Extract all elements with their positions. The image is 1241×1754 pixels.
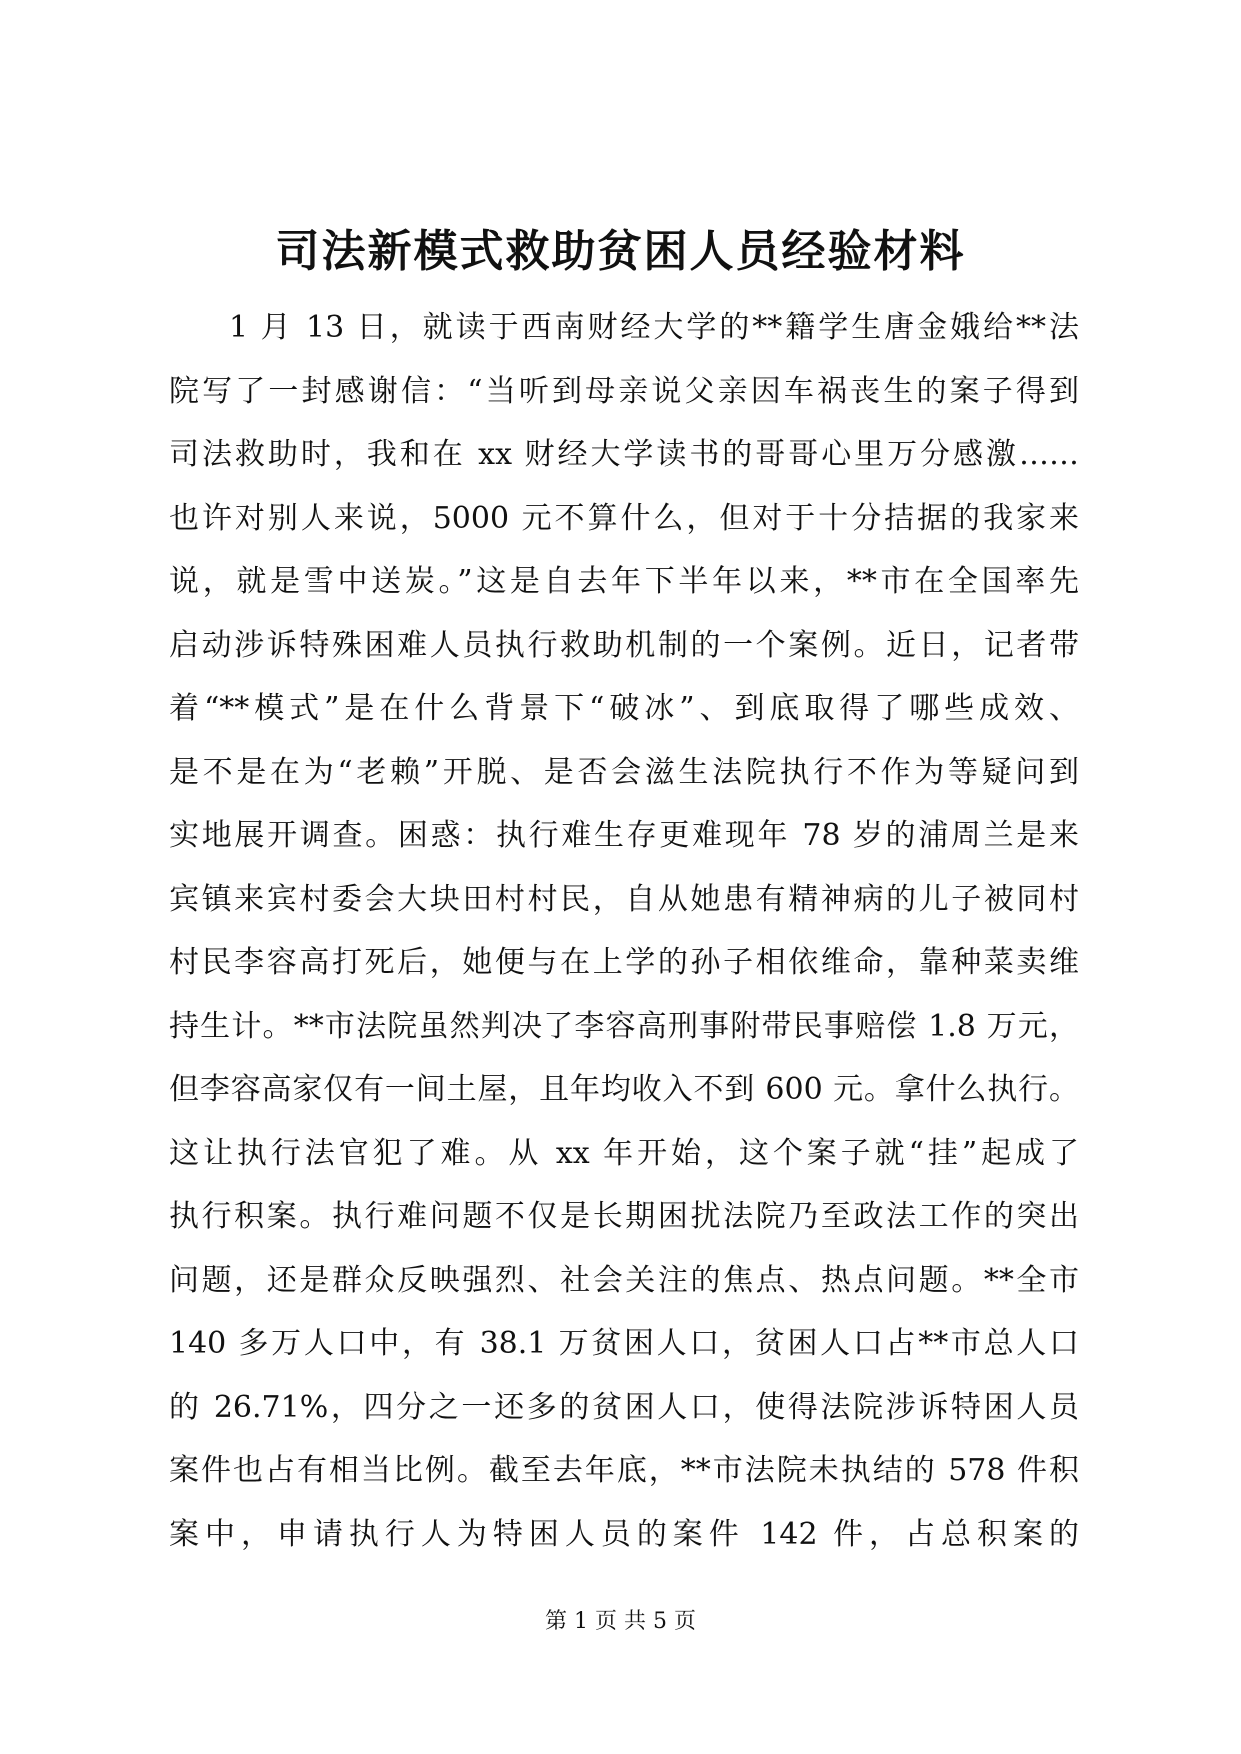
body-line: 宾镇来宾村委会大块田村村民，自从她患有精神病的儿子被同村 [169, 881, 1079, 917]
document-title: 司法新模式救助贫困人员经验材料 [275, 226, 966, 277]
body-line: 也许对别人来说，5000 元不算什么，但对于十分拮据的我家来 [169, 500, 1079, 536]
body-line: 案中，申请执行人为特困人员的案件 142 件，占总积案的 [169, 1516, 1079, 1552]
document-body [169, 296, 1079, 1566]
body-line: 案件也占有相当比例。截至去年底，**市法院未执结的 578 件积 [169, 1453, 1079, 1488]
body-line: 这让执行法官犯了难。从 xx 年开始，这个案子就“挂”起成了 [169, 1135, 1079, 1171]
body-line: 执行积案。执行难问题不仅是长期困扰法院乃至政法工作的突出 [169, 1199, 1079, 1234]
body-line: 院写了一封感谢信：“当听到母亲说父亲因车祸丧生的案子得到 [169, 373, 1079, 409]
body-line: 1 月 13 日，就读于西南财经大学的**籍学生唐金娥给**法 [229, 310, 1079, 345]
body-line: 着“**模式”是在什么背景下“破冰”、到底取得了哪些成效、 [169, 691, 1079, 726]
body-line: 的 26.71%，四分之一还多的贫困人口，使得法院涉诉特困人员 [169, 1389, 1079, 1425]
body-line: 是不是在为“老赖”开脱、是否会滋生法院执行不作为等疑问到 [169, 754, 1079, 790]
page-footer: 第 1 页 共 5 页 [545, 1609, 696, 1634]
body-line: 问题，还是群众反映强烈、社会关注的焦点、热点问题。**全市 [169, 1262, 1079, 1298]
body-line: 启动涉诉特殊困难人员执行救助机制的一个案例。近日，记者带 [169, 627, 1079, 663]
body-line: 实地展开调查。困惑：执行难生存更难现年 78 岁的浦周兰是来 [169, 818, 1079, 853]
body-line: 村民李容高打死后，她便与在上学的孙子相依维命，靠种菜卖维 [169, 945, 1079, 980]
body-line: 140 多万人口中，有 38.1 万贫困人口，贫困人口占**市总人口 [169, 1326, 1079, 1361]
body-line: 持生计。**市法院虽然判决了李容高刑事附带民事赔偿 1.8 万元， [169, 1008, 1079, 1044]
body-line: 说，就是雪中送炭。”这是自去年下半年以来，**市在全国率先 [169, 564, 1079, 599]
body-line: 但李容高家仅有一间土屋，且年均收入不到 600 元。拿什么执行。 [169, 1072, 1079, 1107]
body-line: 司法救助时，我和在 xx 财经大学读书的哥哥心里万分感激…… [169, 437, 1079, 472]
